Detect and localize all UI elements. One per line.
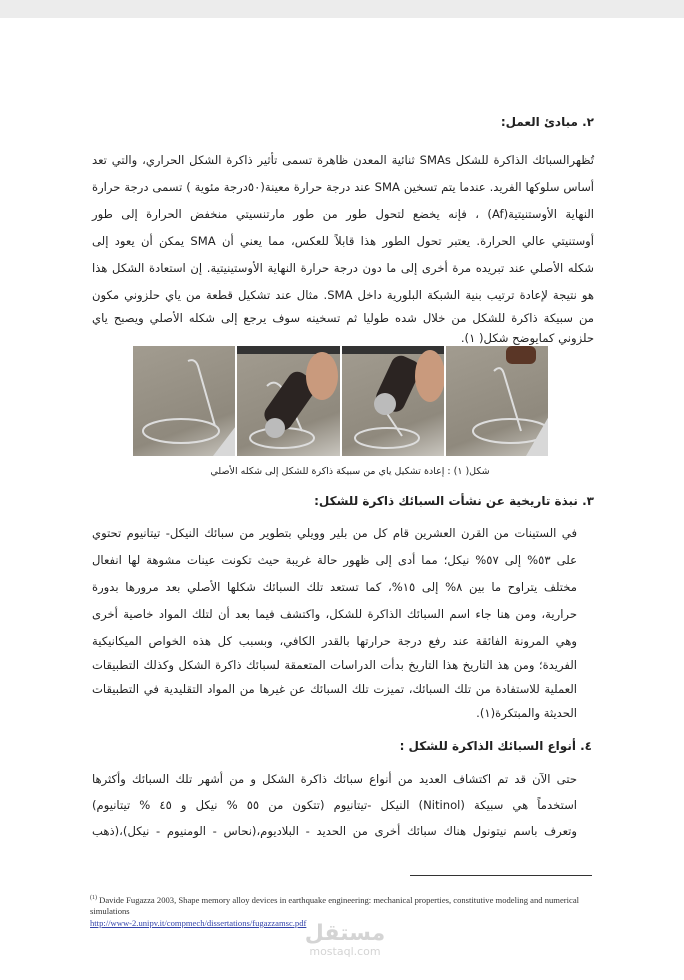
paragraph-line: شكله الأصلي عند تبريده مرة أخرى إلى ما دون درجة حرارة النهاية الأوستينيتية. إن استعادة الشكل هذا: [92, 261, 594, 275]
paragraph-line: أساس سلوكها الفريد. عندما يتم تسخين SMA عند درجة حرارة معينة(٥٠درجة مئوية ) تسمى درجة حرارة: [92, 180, 595, 194]
paragraph-line: مختلف يتراوح ما بين ٨% إلى ١٥%، كما تستعد تلك السبائك شكلها الأصلي بعد مرورها بدورة: [92, 580, 577, 594]
section-4-heading: ٤. أنواع السبائك الذاكرة للشكل :: [399, 739, 592, 753]
paragraph-line: حرارية، ومن هنا جاء اسم السبائك الذاكرة للشكل، واكتشف فيما بعد أن لتلك المواد خاصية أخرى: [92, 607, 577, 621]
spring-photo-3: [342, 346, 444, 456]
paragraph-line: حتى الآن قد تم اكتشاف العديد من أنواع سبائك ذاكرة الشكل و من أشهر تلك السبائك وأكثرها: [92, 772, 577, 786]
footnote-link[interactable]: http://www-2.unipv.it/compmech/dissertations/fugazzamsc.pdf: [90, 918, 307, 928]
paragraph-line: أوستنيتي عالي الحرارة. يعتبر تحول الطور هذا قابلاً للعكس، مما يعني أن SMA يمكن أن يعود إلى: [92, 234, 594, 248]
paragraph-line: وهي المرونة الفائقة عند رفع درجة حرارتها بالقدر الكافي، وبسبب كل هذه الخواص الميكانيكية: [92, 634, 577, 648]
section-2-heading: ٢. مبادئ العمل:: [500, 115, 594, 129]
spring-photo-2: [237, 346, 339, 456]
paragraph-line: حلزوني كمايوضح شكل( ١).: [460, 331, 594, 345]
paragraph-line: وتعرف باسم نيتونول هناك سبائك أخرى من الحديد - البلاديوم،(نحاس - الومنيوم - نيكل)،(ذهب: [92, 824, 577, 838]
watermark-arabic: مستقل: [304, 921, 386, 946]
mostaql-watermark: [295, 922, 395, 958]
footnote-marker: (1): [90, 895, 97, 901]
section-3-heading: ٣. نبذة تاريخية عن نشأت السبائك ذاكرة للشكل:: [314, 494, 594, 508]
paragraph-line: الحديثة والمبتكرة(١).: [476, 706, 577, 720]
paragraph-line: النهاية الأوستنيتية(Af) ، فإنه يخضع لتحول طور من طور مارتنسيتي منخفض الحرارة إلى طور: [92, 207, 594, 221]
paragraph-line: الفريدة؛ ومن هذ التاريخ هذا التاريخ بدأت الدراسات المتعمقة لسبائك ذاكرة الشكل وكذلك التطبيقات: [92, 658, 577, 672]
paragraph-line: في الستينات من القرن العشرين قام كل من بلير وويلي بتطوير من سبائك النيكل- تيتانيوم تحتوي: [92, 526, 577, 540]
footnote-text: Davide Fugazza 2003, Shape memory alloy devices in earthquake engineering: mechanical properties, constitutive modeling and numerical simulations: [90, 894, 580, 916]
spring-photo-4: [446, 346, 548, 456]
figure-1-photos: [133, 346, 548, 456]
paragraph-line: العملية للاستفادة من تلك السبائك، تميزت تلك السبائك عن غيرها من المواد التقليدية في التطبيقات: [92, 682, 577, 696]
figure-caption: شكل( ١) : إعادة تشكيل ياي من سبيكة ذاكرة للشكل إلى شكله الأصلي: [210, 466, 490, 477]
footnote: [90, 893, 595, 917]
paragraph-line: استخدماً هي سبيكة (Nitinol) النيكل -تيتانيوم (تتكون من ٥٥ % نيكل و ٤٥ % تيتانيوم): [92, 798, 578, 812]
paragraph-line: تُظهرالسبائك الذاكرة للشكل SMAs ثنائية المعدن ظاهرة تسمى تأثير ذاكرة الشكل الحراري، والتي تعد: [92, 153, 594, 167]
paragraph-line: من سبيكة ذاكرة للشكل من خلال شده طوليا ثم تسخينه سوف يرجع إلى شكله الأصلي ويصبح ياي: [92, 311, 594, 325]
viewer-top-bar: [0, 0, 684, 18]
footnote-separator: [410, 875, 592, 876]
watermark-latin: mostaql.com: [309, 945, 381, 958]
paragraph-line: على ٥٣% إلى ٥٧% نيكل؛ مما أدى إلى ظهور حالة غريبة حيث تكونت عينات مشوهة لها انفعال: [92, 553, 577, 567]
spring-photo-1: [133, 346, 235, 456]
paragraph-line: هو نتيجة لإعادة ترتيب بنية الشبكة البلورية داخل SMA. مثال عند تشكيل قطعة من ياي حلزوني مكون: [92, 288, 594, 302]
